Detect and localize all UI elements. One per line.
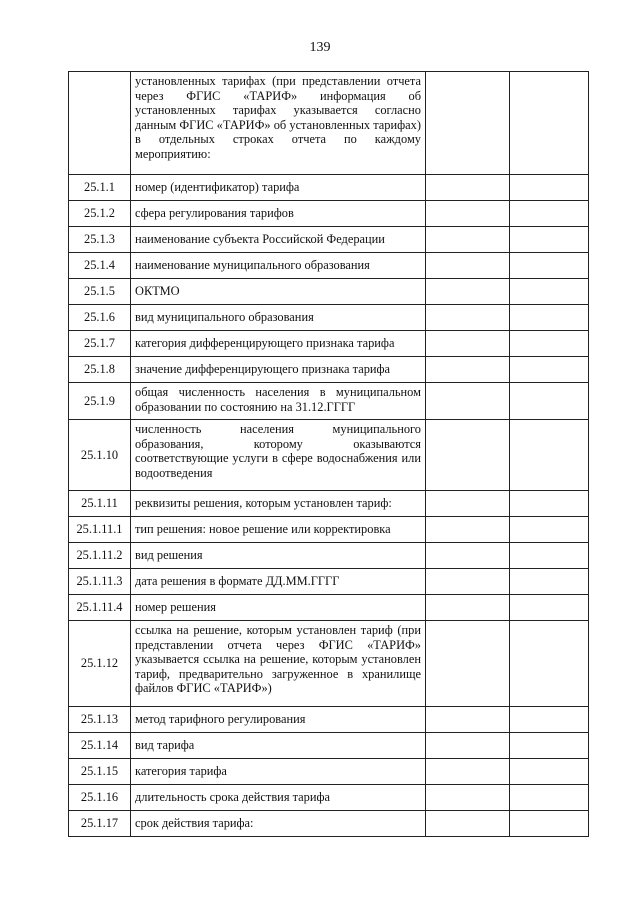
row-description: вид решения: [131, 543, 426, 569]
row-number: 25.1.15: [69, 759, 131, 785]
value-cell: [426, 543, 510, 569]
table-row: [69, 175, 589, 201]
value-cell: [426, 420, 510, 491]
table-row: [69, 227, 589, 253]
row-number: 25.1.7: [69, 331, 131, 357]
row-description: номер (идентификатор) тарифа: [131, 175, 426, 201]
row-description: ОКТМО: [131, 279, 426, 305]
value-cell: [510, 357, 589, 383]
value-cell: [510, 759, 589, 785]
row-description: наименование муниципального образования: [131, 253, 426, 279]
row-number: 25.1.16: [69, 785, 131, 811]
value-cell: [426, 707, 510, 733]
row-description: вид тарифа: [131, 733, 426, 759]
value-cell: [510, 331, 589, 357]
row-description: длительность срока действия тарифа: [131, 785, 426, 811]
table-row: [69, 253, 589, 279]
table-row: [69, 569, 589, 595]
value-cell: [510, 543, 589, 569]
row-number: 25.1.6: [69, 305, 131, 331]
value-cell: [510, 72, 589, 175]
value-cell: [510, 383, 589, 420]
table-row: [69, 357, 589, 383]
value-cell: [510, 569, 589, 595]
value-cell: [510, 175, 589, 201]
table-row: [69, 491, 589, 517]
value-cell: [510, 733, 589, 759]
row-description: численность населения муниципального образования, которому оказываются соответствующие услуги в сфере водоснабжения или водоотведения: [131, 420, 426, 491]
value-cell: [426, 517, 510, 543]
table-row: [69, 733, 589, 759]
row-description: реквизиты решения, которым установлен тариф:: [131, 491, 426, 517]
value-cell: [426, 785, 510, 811]
row-number: 25.1.13: [69, 707, 131, 733]
row-number: 25.1.17: [69, 811, 131, 837]
row-number: 25.1.9: [69, 383, 131, 420]
table-row: [69, 621, 589, 707]
value-cell: [510, 420, 589, 491]
table-row: [69, 279, 589, 305]
table-row: [69, 759, 589, 785]
value-cell: [426, 201, 510, 227]
table-row: [69, 420, 589, 491]
page-number: 139: [309, 40, 331, 55]
row-description: тип решения: новое решение или корректировка: [131, 517, 426, 543]
row-number: 25.1.8: [69, 357, 131, 383]
value-cell: [426, 305, 510, 331]
row-description: сфера регулирования тарифов: [131, 201, 426, 227]
row-description: значение дифференцирующего признака тарифа: [131, 357, 426, 383]
row-description: номер решения: [131, 595, 426, 621]
value-cell: [510, 253, 589, 279]
table-row: [69, 811, 589, 837]
value-cell: [426, 569, 510, 595]
row-number: 25.1.12: [69, 621, 131, 707]
row-number: 25.1.11.3: [69, 569, 131, 595]
value-cell: [510, 517, 589, 543]
value-cell: [426, 383, 510, 420]
value-cell: [426, 331, 510, 357]
value-cell: [426, 811, 510, 837]
value-cell: [426, 175, 510, 201]
row-number: 25.1.4: [69, 253, 131, 279]
row-number: 25.1.5: [69, 279, 131, 305]
value-cell: [510, 621, 589, 707]
row-number: 25.1.11.4: [69, 595, 131, 621]
value-cell: [426, 733, 510, 759]
value-cell: [426, 491, 510, 517]
table-row: [69, 201, 589, 227]
row-number: 25.1.11: [69, 491, 131, 517]
value-cell: [510, 201, 589, 227]
value-cell: [510, 785, 589, 811]
table-row: [69, 707, 589, 733]
row-number: 25.1.10: [69, 420, 131, 491]
value-cell: [426, 72, 510, 175]
table-row: [69, 305, 589, 331]
value-cell: [426, 279, 510, 305]
value-cell: [426, 595, 510, 621]
row-description: общая численность населения в муниципальном образовании по состоянию на 31.12.ГГГГ: [131, 383, 426, 420]
row-number: [69, 72, 131, 175]
row-description: метод тарифного регулирования: [131, 707, 426, 733]
row-number: 25.1.3: [69, 227, 131, 253]
indicator-table: [68, 71, 589, 837]
table-row: [69, 331, 589, 357]
value-cell: [510, 707, 589, 733]
table-row: [69, 383, 589, 420]
row-description: ссылка на решение, которым установлен тариф (при представлении отчета через ФГИС «ТАРИФ» указывается ссылка на решение, которым установлен тариф, предварительно загруженное в хранилище файлов ФГИС «ТАРИФ»): [131, 621, 426, 707]
row-description: категория дифференцирующего признака тарифа: [131, 331, 426, 357]
value-cell: [510, 227, 589, 253]
table-row: [69, 785, 589, 811]
value-cell: [426, 253, 510, 279]
table-row: [69, 543, 589, 569]
table-row: [69, 517, 589, 543]
row-number: 25.1.2: [69, 201, 131, 227]
row-number: 25.1.11.1: [69, 517, 131, 543]
row-description: срок действия тарифа:: [131, 811, 426, 837]
value-cell: [426, 227, 510, 253]
row-description: вид муниципального образования: [131, 305, 426, 331]
value-cell: [510, 279, 589, 305]
row-description: категория тарифа: [131, 759, 426, 785]
value-cell: [426, 759, 510, 785]
row-number: 25.1.11.2: [69, 543, 131, 569]
table-row: [69, 595, 589, 621]
value-cell: [510, 811, 589, 837]
value-cell: [510, 305, 589, 331]
table-row: [69, 72, 589, 175]
row-description: дата решения в формате ДД.ММ.ГГГГ: [131, 569, 426, 595]
row-description: установленных тарифах (при представлении отчета через ФГИС «ТАРИФ» информация об установленных тарифах указывается согласно данным ФГИС «ТАРИФ» об установленных тарифах) в отдельных строках отчета по каждому мероприятию:: [131, 72, 426, 175]
value-cell: [510, 491, 589, 517]
row-description: наименование субъекта Российской Федерации: [131, 227, 426, 253]
value-cell: [510, 595, 589, 621]
value-cell: [426, 621, 510, 707]
value-cell: [426, 357, 510, 383]
row-number: 25.1.14: [69, 733, 131, 759]
row-number: 25.1.1: [69, 175, 131, 201]
